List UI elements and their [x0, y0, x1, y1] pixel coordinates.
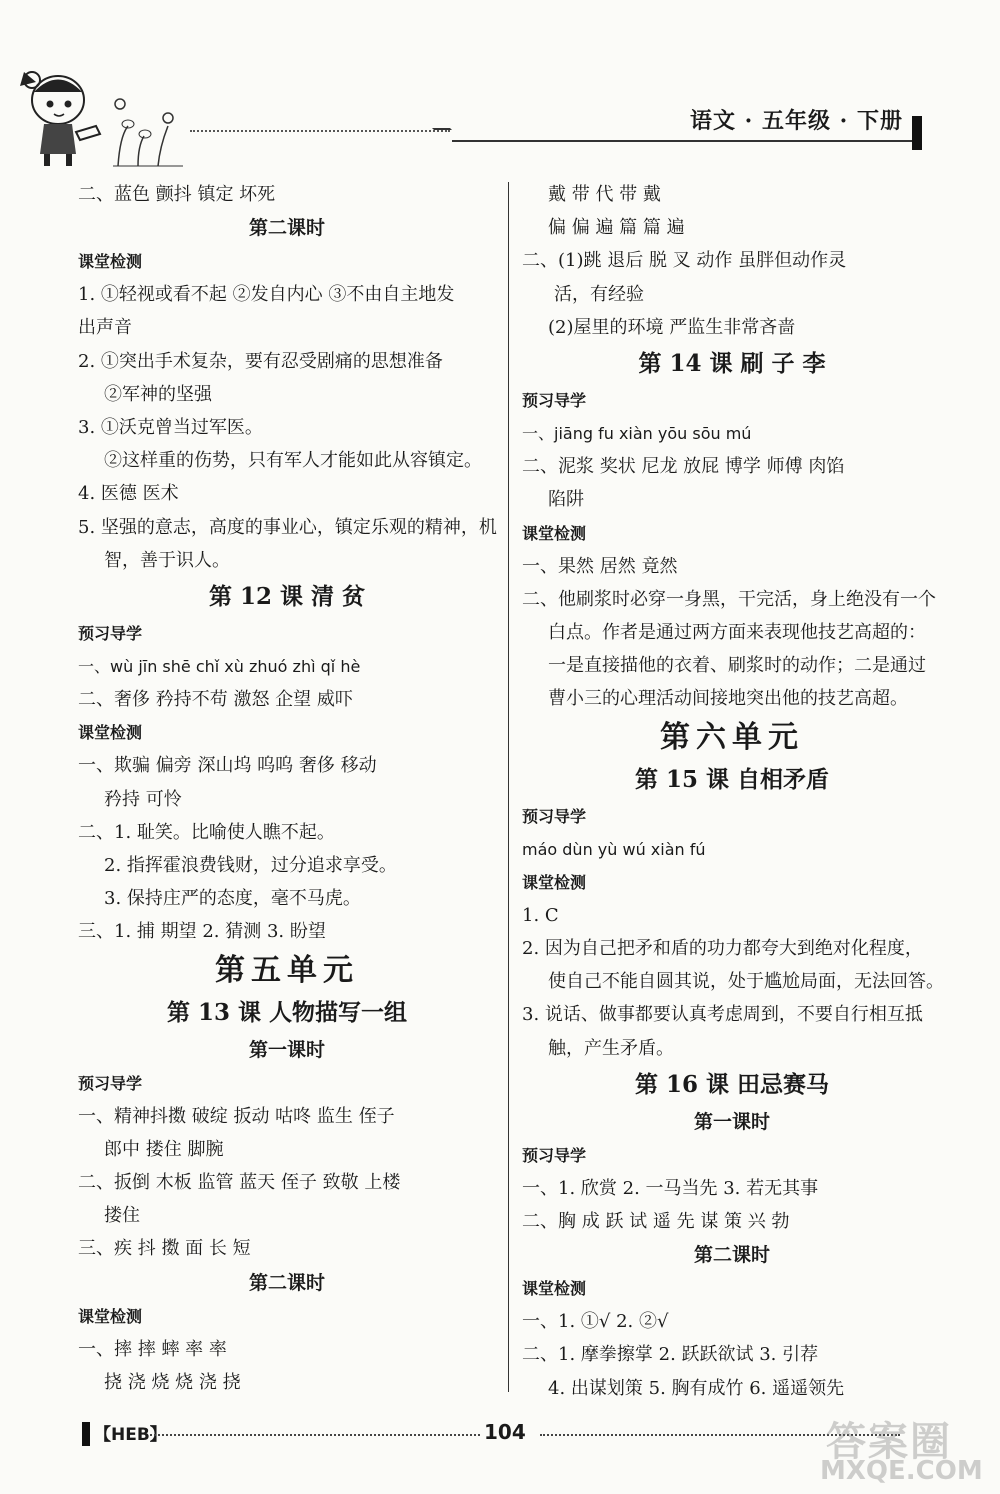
- left-column: [78, 178, 496, 1399]
- lesson-heading: 第 14 课 刷 子 李: [638, 350, 826, 378]
- answer-line: 触，产生矛盾。: [548, 1037, 674, 1059]
- lesson-heading: 第 16 课 田忌赛马: [634, 1070, 830, 1098]
- book-title: 语文 · 五年级 · 下册: [690, 108, 903, 134]
- lesson-heading: 第 15 课 自相矛盾: [634, 765, 830, 793]
- section-heading: 预习导学: [522, 806, 587, 826]
- answer-line: 智，善于识人。: [104, 549, 230, 571]
- answer-line: 1. C: [522, 904, 559, 926]
- pinyin-line: 一、jiāng fu xiàn yōu sōu mú: [522, 424, 752, 444]
- pinyin-line: 一、wù jīn shē chǐ xù zhuó zhì qǐ hè: [78, 657, 361, 677]
- unit-heading: 第五单元: [215, 952, 359, 988]
- section-heading: 预习导学: [522, 1145, 587, 1165]
- pinyin-line: máo dùn yù wú xiàn fú: [522, 839, 706, 859]
- answer-line: 二、泥浆 奖状 尼龙 放屁 博学 师傅 肉馅: [522, 456, 845, 478]
- answer-line: 白点。作者是通过两方面来表现他技艺高超的：: [548, 622, 926, 644]
- answer-line: 3. 说话、做事都要认真考虑周到，不要自行相互抵: [522, 1004, 923, 1026]
- watermark-url: MXQE.COM: [820, 1456, 983, 1486]
- period-heading: 第二课时: [693, 1244, 770, 1267]
- footer-corner-marker: [82, 1422, 90, 1446]
- answer-line: 二、扳倒 木板 监管 蓝天 侄子 致敬 上楼: [78, 1172, 401, 1194]
- answer-line: 三、1. 捕 期望 2. 猜测 3. 盼望: [78, 921, 326, 943]
- footer-dotted-rule-left: [150, 1434, 480, 1436]
- answer-line: 陷阱: [548, 489, 584, 511]
- section-heading: 预习导学: [78, 624, 143, 644]
- watermark-text: 答案圈: [826, 1419, 952, 1465]
- answer-line: 二、奢侈 矜持不苟 激怒 企望 威吓: [78, 689, 353, 711]
- page-corner-marker: [912, 116, 922, 150]
- answer-line: 一、欺骗 偏旁 深山坞 呜呜 奢侈 移动: [78, 755, 377, 777]
- section-heading: 预习导学: [522, 391, 587, 411]
- answer-line: 2. 指挥霍浪费钱财，过分追求享受。: [104, 855, 397, 877]
- period-heading: 第二课时: [248, 1271, 325, 1294]
- answer-line: 搂住: [104, 1205, 140, 1227]
- answer-line: 2. ①突出手术复杂，要有忍受剧痛的思想准备: [78, 350, 443, 372]
- column-divider: [508, 182, 509, 1392]
- answer-line: 一、1. 欣赏 2. 一马当先 3. 若无其事: [522, 1177, 819, 1199]
- flowers-illustration: [108, 96, 188, 168]
- answer-line: 三、疾 抖 擞 面 长 短: [78, 1238, 251, 1260]
- section-heading: 课堂检测: [522, 872, 587, 892]
- section-heading: 课堂检测: [78, 723, 143, 743]
- page-header: [0, 0, 1000, 175]
- header-solid-rule: [452, 140, 922, 142]
- answer-line: 二、胸 成 跃 试 遥 先 谋 策 兴 勃: [522, 1211, 790, 1233]
- answer-line: 3. 保持庄严的态度，毫不马虎。: [104, 888, 361, 910]
- cartoon-girl-illustration: [14, 62, 104, 170]
- watermark: [820, 1410, 990, 1490]
- answer-line: 矜持 可怜: [104, 788, 182, 810]
- answer-line: 戴 带 代 带 戴: [548, 184, 661, 205]
- answer-line: 二、他刷浆时必穿一身黑，干完活，身上绝没有一个: [522, 588, 936, 610]
- answer-line: 4. 出谋划策 5. 胸有成竹 6. 遥遥领先: [548, 1377, 845, 1399]
- period-heading: 第二课时: [248, 217, 325, 240]
- answer-line: 1. ①轻视或看不起 ②发自内心 ③不由自主地发: [78, 284, 455, 306]
- answer-line: 二、(1)跳 退后 脱 叉 动作 虽胖但动作灵: [522, 250, 847, 272]
- page-number: 104: [484, 1420, 526, 1444]
- section-heading: 预习导学: [78, 1073, 143, 1093]
- answer-line: 5. 坚强的意志，高度的事业心，镇定乐观的精神，机: [78, 516, 497, 538]
- answer-line: 二、1. 耻笑。比喻使人瞧不起。: [78, 821, 335, 843]
- answer-line: ②这样重的伤势，只有军人才能如此从容镇定。: [104, 450, 482, 472]
- answer-line: 活，有经验: [554, 283, 644, 305]
- answer-line: ②军神的坚强: [104, 383, 212, 405]
- answer-line: 一是直接描他的衣着、刷浆时的动作；二是通过: [548, 655, 926, 677]
- answer-line: (2)屋里的环境 严监生非常吝啬: [548, 316, 796, 338]
- answer-line: 曹小三的心理活动间接地突出他的技艺高超。: [548, 688, 908, 710]
- answer-line: 出声音: [78, 317, 132, 339]
- answer-line: 3. ①沃克曾当过军医。: [78, 417, 263, 439]
- answer-line: 一、果然 居然 竟然: [522, 555, 678, 577]
- answer-line: 一、精神抖擞 破绽 扳动 咕咚 监生 侄子: [78, 1105, 395, 1127]
- unit-heading: 第六单元: [660, 719, 804, 755]
- answer-line: 一、摔 摔 蟀 率 率: [78, 1338, 227, 1360]
- answer-line: 挠 浇 烧 烧 浇 挠: [104, 1371, 241, 1393]
- answer-line: 二、1. 摩拳擦掌 2. 跃跃欲试 3. 引荐: [522, 1344, 819, 1366]
- section-heading: 课堂检测: [78, 1306, 143, 1326]
- lesson-heading: 第 13 课 人物描写一组: [166, 998, 408, 1026]
- answer-line: 2. 因为自己把矛和盾的功力都夸大到绝对化程度，: [522, 938, 923, 960]
- header-dotted-rule: [190, 130, 450, 132]
- lesson-heading: 第 12 课 清 贫: [208, 583, 366, 611]
- section-heading: 课堂检测: [78, 252, 143, 272]
- answer-line: 二、蓝色 颤抖 镇定 坏死: [78, 184, 276, 205]
- section-heading: 课堂检测: [522, 1279, 587, 1299]
- right-column: [522, 178, 942, 1405]
- answer-line: 4. 医德 医术: [78, 483, 179, 505]
- period-heading: 第一课时: [693, 1110, 770, 1133]
- answer-line: 一、1. ①√ 2. ②√: [522, 1311, 669, 1333]
- answer-line: 偏 偏 遍 篇 篇 遍: [548, 217, 685, 239]
- edition-code: 【HEB】: [94, 1425, 167, 1445]
- section-heading: 课堂检测: [522, 523, 587, 543]
- period-heading: 第一课时: [248, 1038, 325, 1061]
- answer-line: 使自己不能自圆其说，处于尴尬局面，无法回答。: [548, 971, 944, 993]
- answer-line: 郎中 搂住 脚腕: [104, 1138, 224, 1160]
